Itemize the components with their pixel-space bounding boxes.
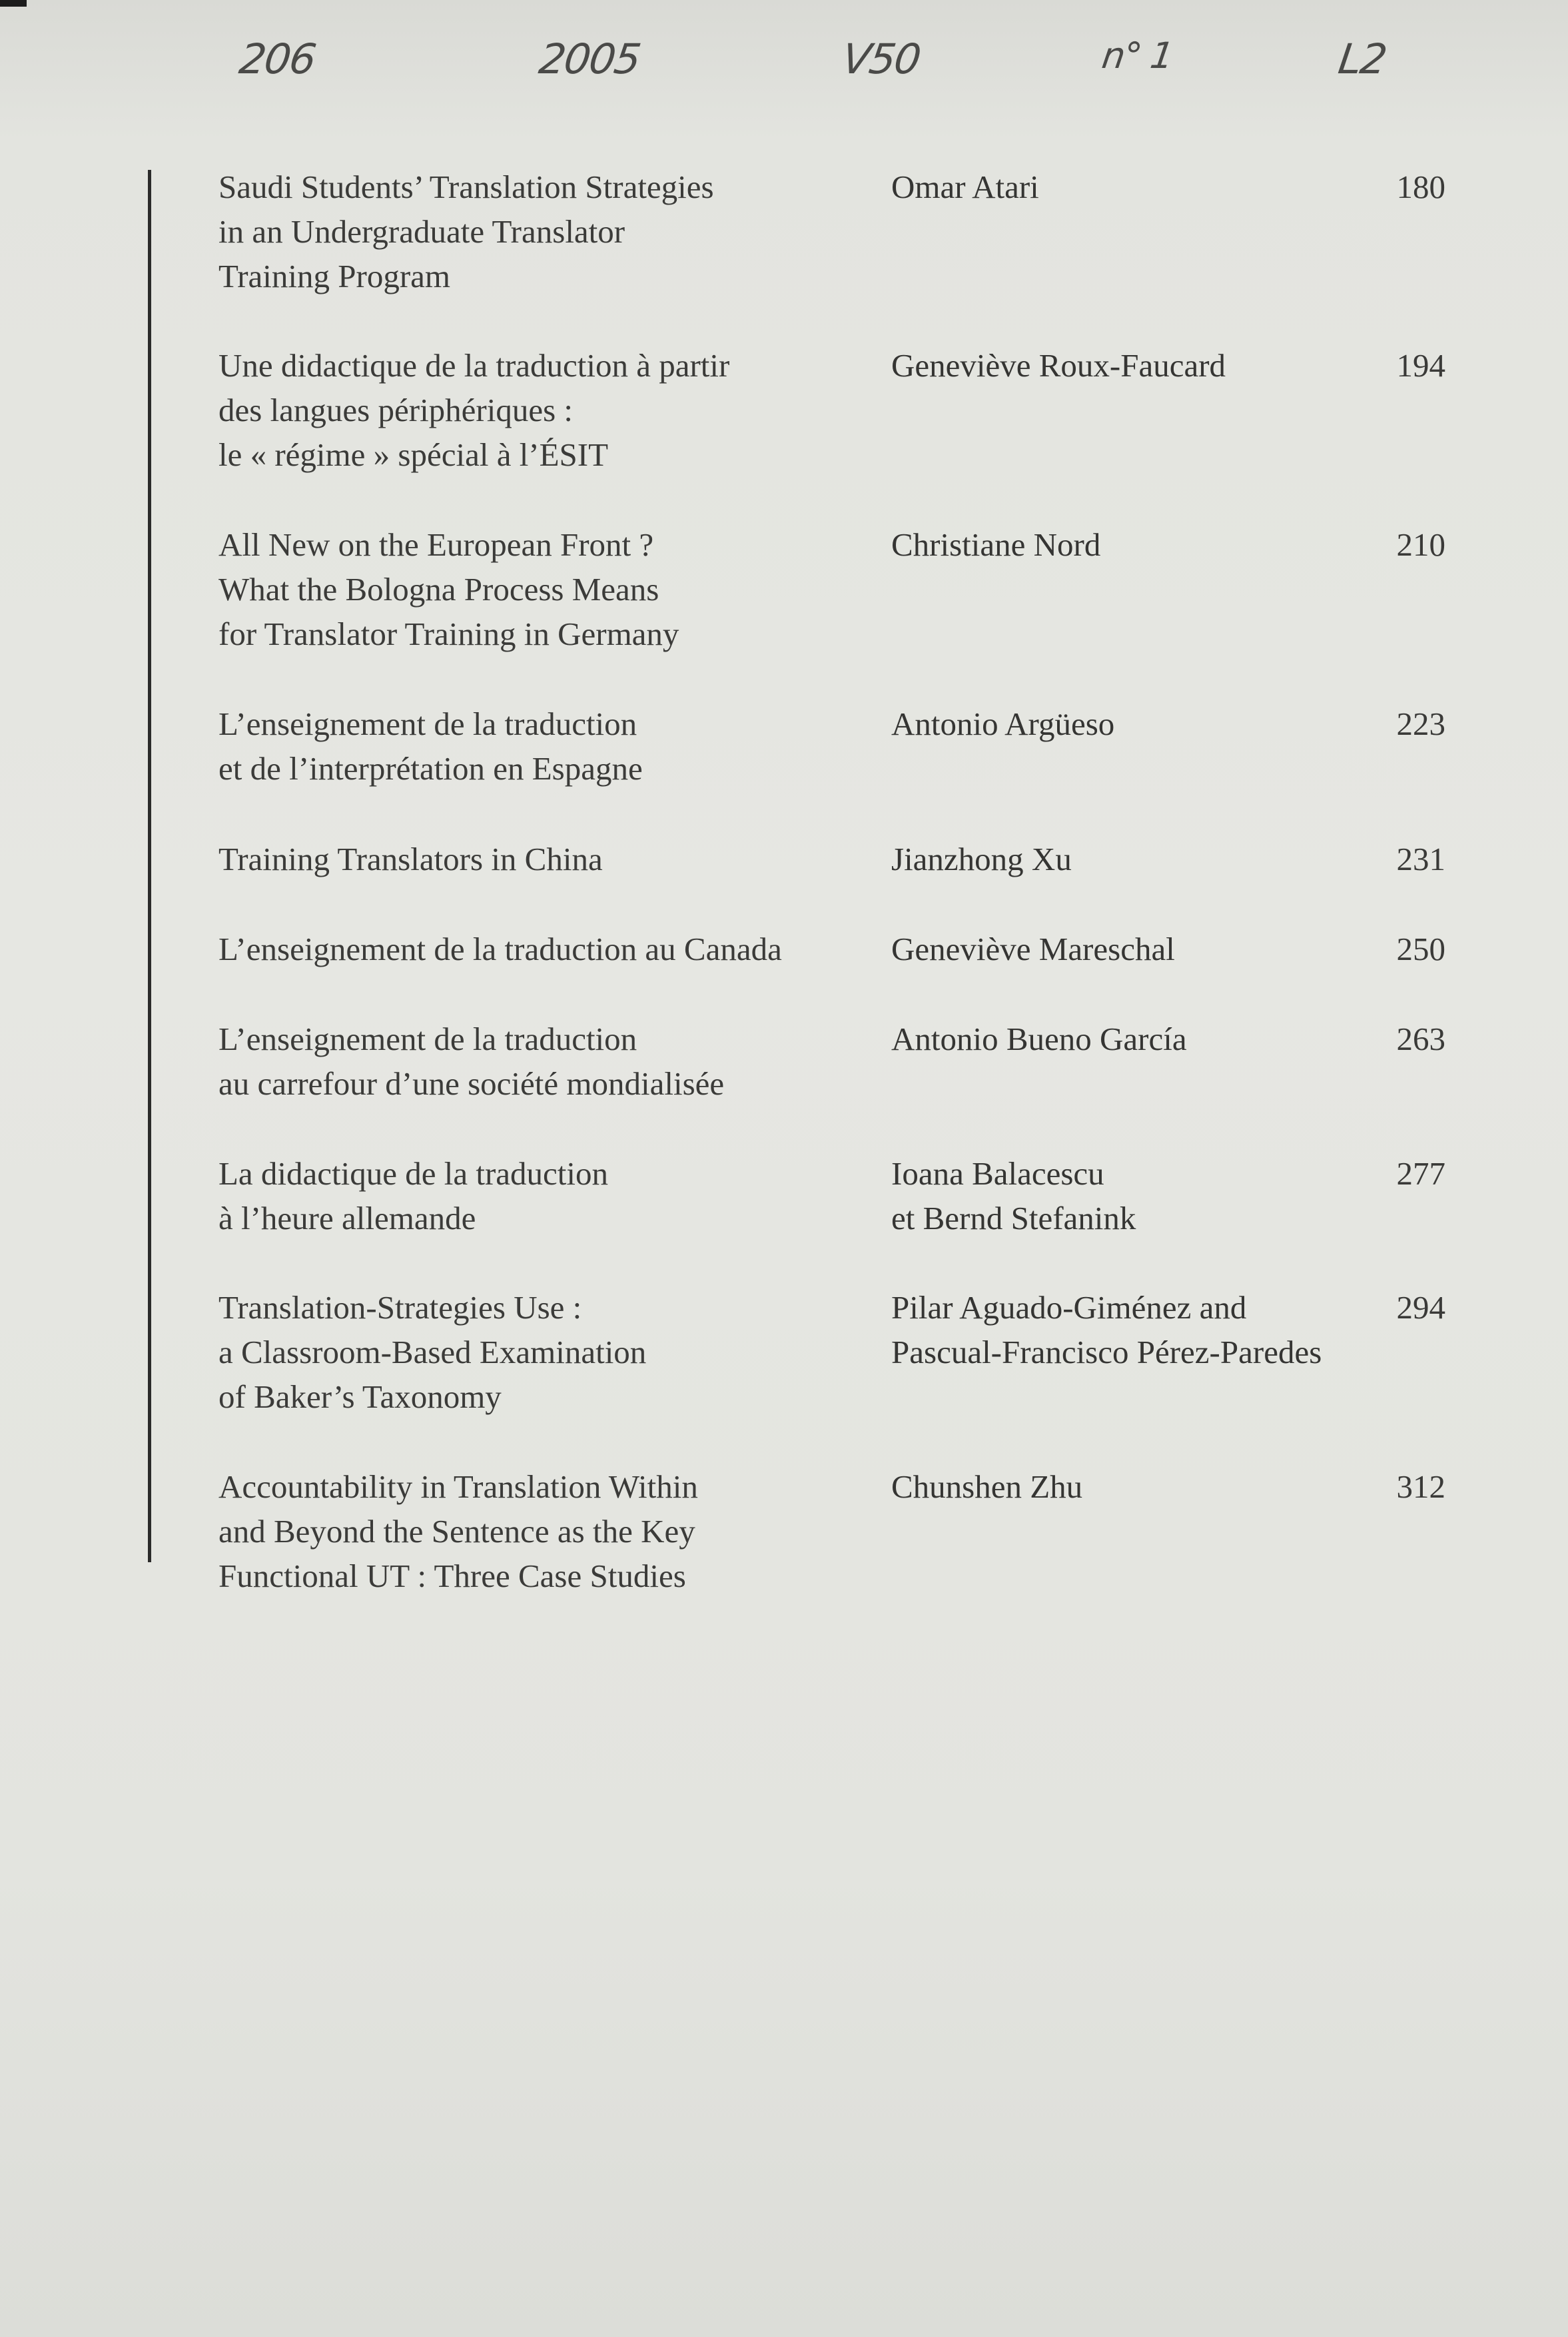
entry-author: Pilar Aguado-Giménez and Pascual-Francisco Pérez-Paredes [891,1289,1322,1370]
entry-author: Geneviève Roux-Faucard [891,347,1226,384]
handwritten-note-3: V50 [839,35,923,83]
entry-title: All New on the European Front ? What the Bologna Process Means for Translator Training in Germany [218,526,679,652]
entry-author: Jianzhong Xu [891,841,1072,877]
entry-title: Training Translators in China [218,841,603,877]
entry-title: L’enseignement de la traduction au Canada [218,931,782,967]
entry-page-number: 312 [1396,1468,1445,1505]
entry-author: Antonio Argüeso [891,705,1115,742]
entry-page-number: 223 [1396,705,1445,742]
entry-title: Translation-Strategies Use : a Classroom-Based Examination of Baker’s Taxonomy [218,1289,647,1415]
entry-page-number: 210 [1396,526,1445,563]
entry-author: Antonio Bueno García [891,1021,1187,1057]
handwritten-note-5: L2 [1335,35,1389,83]
entry-page-number: 263 [1396,1021,1445,1057]
entry-author: Ioana Balacescu et Bernd Stefanink [891,1155,1136,1236]
entry-page-number: 180 [1396,169,1445,205]
entry-page-number: 194 [1396,347,1445,384]
entry-title: Accountability in Translation Within and Beyond the Sentence as the Key Functional UT : Three Case Studies [218,1468,698,1594]
entry-title: Saudi Students’ Translation Strategies in an Undergraduate Translator Training Program [218,169,714,294]
entry-title: La didactique de la traduction à l’heure allemande [218,1155,609,1236]
entry-title: L’enseignement de la traduction au carrefour d’une société mondialisée [218,1021,725,1102]
entry-page-number: 250 [1396,931,1445,967]
handwritten-note-4: n° 1 [1099,35,1176,77]
entry-page-number: 231 [1396,841,1445,877]
entry-title: Une didactique de la traduction à partir des langues périphériques : le « régime » spécial à l’ÉSIT [218,347,730,473]
handwritten-note-1: 206 [236,35,318,83]
entry-page-number: 294 [1396,1289,1445,1326]
entry-title: L’enseignement de la traduction et de l’interprétation en Espagne [218,705,643,787]
entry-author: Omar Atari [891,169,1039,205]
entry-author: Christiane Nord [891,526,1101,563]
entry-author: Geneviève Mareschal [891,931,1175,967]
handwritten-note-2: 2005 [536,35,643,83]
entry-page-number: 277 [1396,1155,1445,1192]
entry-author: Chunshen Zhu [891,1468,1083,1505]
